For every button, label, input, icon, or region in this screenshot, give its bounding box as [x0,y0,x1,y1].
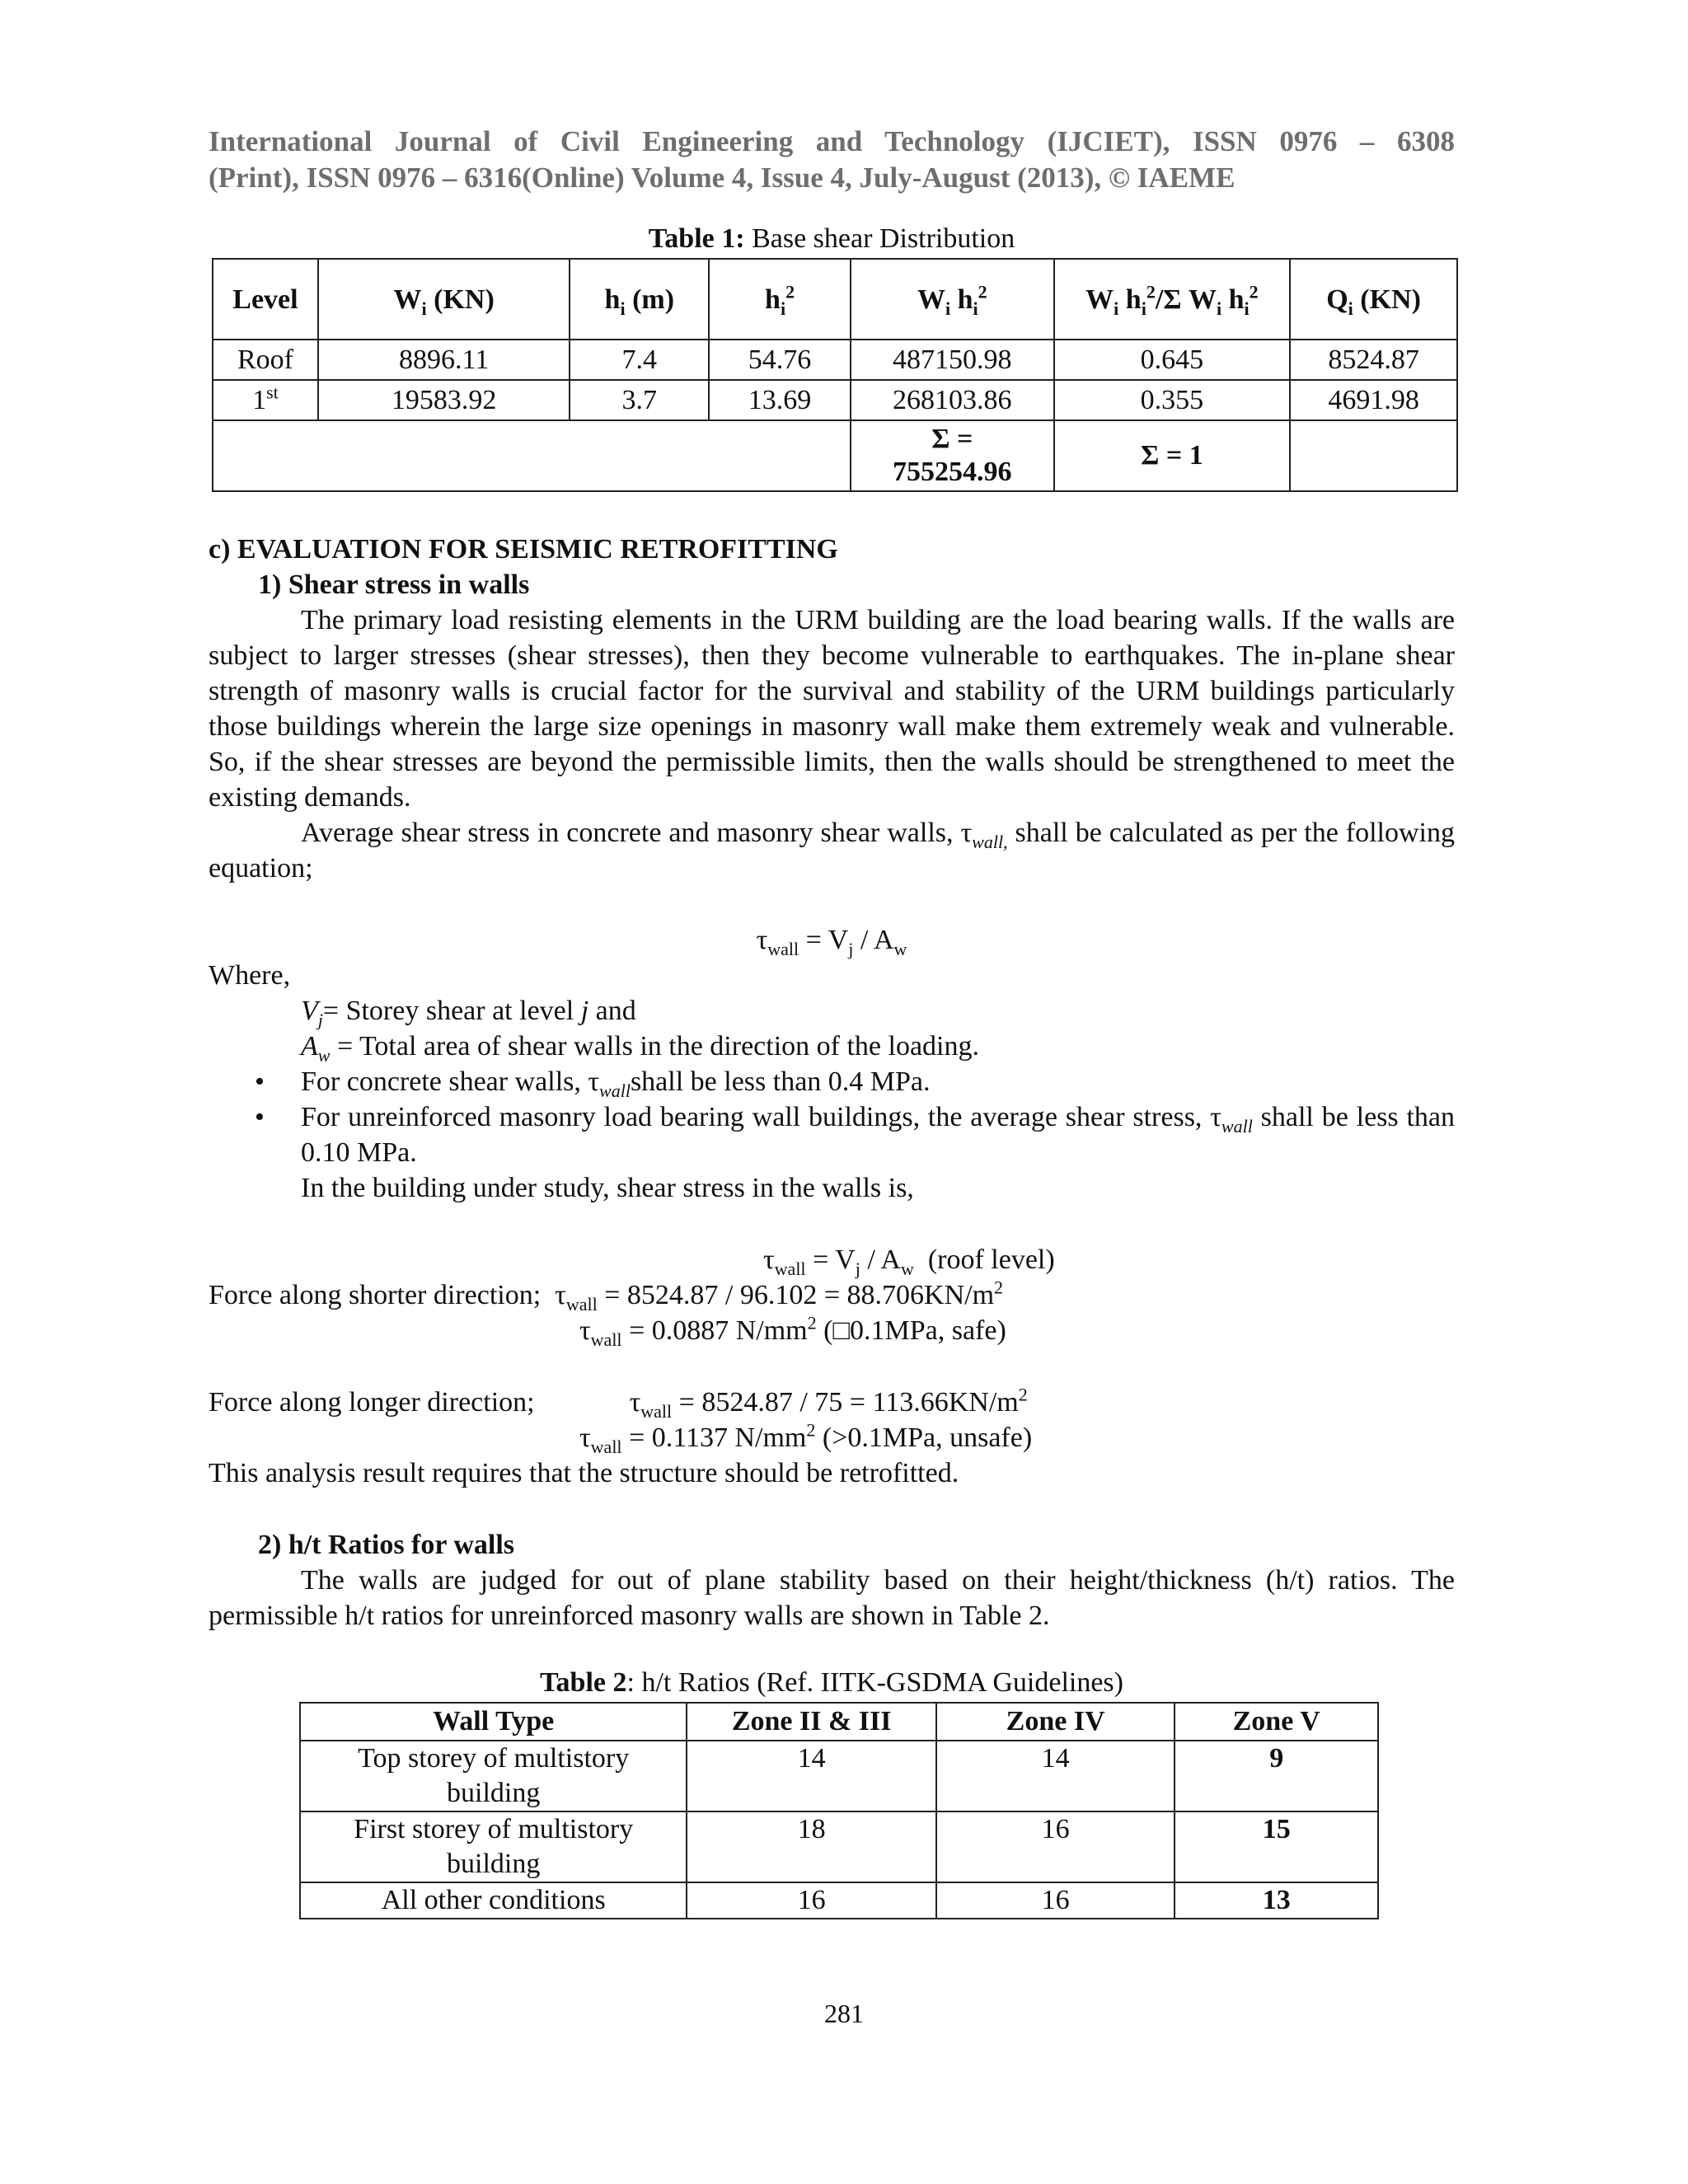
cell-ratio: 0.645 [1054,340,1290,380]
cell-wall-type: First storey of multistory building [300,1811,687,1882]
cell-qi: 4691.98 [1290,380,1457,420]
col-wall-type: Wall Type [300,1703,687,1741]
cell-wall-type: Top storey of multistory building [300,1741,687,1811]
cell-ratio: 0.355 [1054,380,1290,420]
cell-zone-2-3: 14 [687,1741,935,1811]
paragraph-ht-ratios: The walls are judged for out of plane stability based on their height/thickness (h/t) ratios. The permissible h/t ratios for unreinforced masonry walls are shown in Table 2. [209,1565,1455,1631]
col-wihi2: $W_i$ $h_i^2$ [851,259,1054,340]
limits-list [209,1064,1455,1170]
page [209,124,1455,1919]
col-ratio: $W_i$ $h_i^2/\Sigma$ $W_i$ $h_i^2$ [1054,259,1290,340]
table2-caption: Table 2: h/t Ratios (Ref. IITK-GSDMA Guidelines) [539,1667,1123,1698]
cell-wihi2: 487150.98 [851,340,1054,380]
subsection-heading-2: 2) h/t Ratios for walls [258,1530,515,1560]
table-row [300,1811,1378,1882]
longer-direction-line1: Force along longer direction; $\tau_{wall} = 8524.87 / 75 = 113.66KN/m^2$ [209,1384,1028,1422]
conclusion-line: This analysis result requires that the structure should be retrofitted. [209,1458,959,1488]
table1-caption: Table 1: Base shear Distribution [648,223,1015,254]
subsection-heading-1: 1) Shear stress in walls [258,569,530,600]
table-row [300,1882,1378,1919]
where-label: Where, [209,960,291,991]
longer-direction-line2: $\tau_{wall} = 0.1137$ $N/mm^2$ (>0.1MPa, unsafe) [579,1419,1033,1457]
col-qi: $Q_i$ (KN) [1290,259,1457,340]
cell-zone-4: 16 [936,1882,1175,1919]
table1-header-row [213,259,1457,340]
cell-wihi2: 268103.86 [851,380,1054,420]
cell-hi2: 13.69 [709,380,851,420]
page-number: 281 [824,1999,864,2028]
journal-header-line1: International Journal of Civil Engineering and Technology (IJCIET), ISSN 0976 – 6308 [209,125,1455,157]
study-line: In the building under study, shear stress in the walls is, [301,1173,914,1203]
list-item: • For concrete shear walls, $\tau_{wall}shall$ be less than 0.4 MPa. [209,1064,1455,1099]
cell-zone-2-3: 18 [687,1811,935,1882]
equation-tau-wall: $\tau_{wall} = V_j / A_w$ [756,925,907,959]
table1 [212,258,1458,492]
equation-roof: $\tau_{wall} = V_j / A_w$ (roof level) [763,1244,1055,1279]
cell-zone-5: 15 [1175,1811,1378,1882]
list-item: • For unreinforced masonry load bearing wall buildings, the average shear stress, $\tau_{wall}$ shall be less than 0.10 MPa. [209,1099,1455,1170]
table2-header-row [300,1703,1378,1741]
col-level: Level [213,259,318,340]
shorter-direction-line2: $\tau_{wall} = 0.0887$ $N/mm^2$ (□0.1MPa, safe) [579,1312,1006,1350]
cell-zone-5: 9 [1175,1741,1378,1811]
cell-wi: 8896.11 [318,340,570,380]
cell-level: Roof [213,340,318,380]
cell-qi: 8524.87 [1290,340,1457,380]
cell-zone-5: 13 [1175,1882,1378,1919]
table-row [213,340,1457,380]
journal-header-line2: (Print), ISSN 0976 – 6316(Online) Volume 4, Issue 4, July-August (2013), © IAEME [209,162,1236,194]
cell-level: 1st [213,380,318,420]
col-hi: $h_i$ (m) [570,259,709,340]
sum-wihi2: Σ = 755254.96 [851,420,1054,491]
sum-empty [213,420,851,491]
cell-wall-type: All other conditions [300,1882,687,1919]
col-zone-2-3: Zone II & III [687,1703,935,1741]
paragraph-average-shear: Average shear stress in concrete and masonry shear walls, $\tau_{wall,}$ shall be calculated as per the following equation; [209,818,1455,883]
table2 [299,1702,1379,1919]
sum-ratio: Σ = 1 [1054,420,1290,491]
shorter-direction-line1: Force along shorter direction; $\tau_{wall} = 8524.87 / 96.102 = 88.706KN/m^2$ [209,1277,1004,1315]
cell-zone-4: 16 [936,1811,1175,1882]
col-zone-4: Zone IV [936,1703,1175,1741]
definition-aw: $A_w$ = Total area of shear walls in the direction of the loading. [301,1031,979,1066]
paragraph-shear-intro: The primary load resisting elements in the URM building are the load bearing walls. If the walls are subject to larger stresses (shear stresses), then they become vulnerable to earthquakes. The in-plane shear strength of masonry walls is crucial factor for the survival and stability of the URM buildings particularly those buildings wherein the large size openings in masonry wall make them extremely weak and vulnerable. So, if the shear stresses are beyond the permissible limits, then the walls should be strengthened to meet the existing demands. [209,605,1455,813]
table1-sum-row [213,420,1457,491]
col-hi2: $h_i^2$ [709,259,851,340]
bullet-icon: • [255,1102,265,1132]
cell-hi: 3.7 [570,380,709,420]
cell-hi2: 54.76 [709,340,851,380]
cell-zone-4: 14 [936,1741,1175,1811]
cell-hi: 7.4 [570,340,709,380]
bullet-icon: • [255,1066,265,1097]
cell-zone-2-3: 16 [687,1882,935,1919]
col-zone-5: Zone V [1175,1703,1378,1741]
table-row [300,1741,1378,1811]
sum-qi-empty [1290,420,1457,491]
cell-wi: 19583.92 [318,380,570,420]
col-wi: $W_i$ (KN) [318,259,570,340]
table-row [213,380,1457,420]
section-heading-c: c) EVALUATION FOR SEISMIC RETROFITTING [209,534,838,565]
definition-vj: $V_j=$ Storey shear at level j and [301,996,636,1030]
